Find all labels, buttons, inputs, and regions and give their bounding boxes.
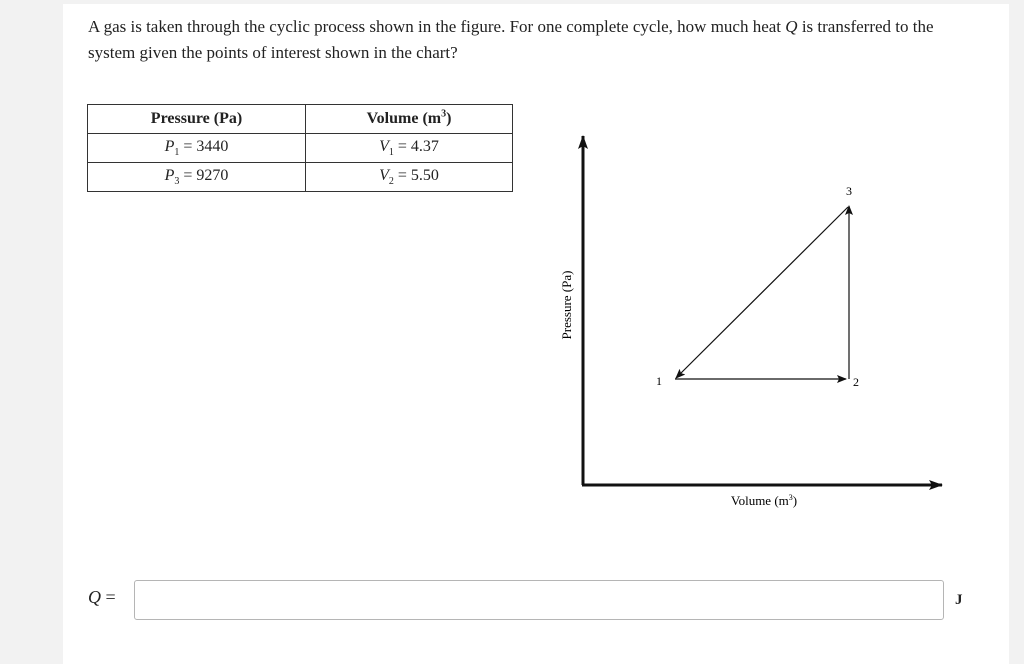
pv-diagram [540,120,960,520]
question-variable: Q [785,17,798,36]
table-row [88,163,513,192]
answer-input[interactable] [134,580,944,620]
point-label-1: 1 [656,374,662,388]
x-axis-label: Volume $(m^3)$ [730,493,798,508]
y-axis-label: Pressure (Pa) [559,270,574,340]
process-3-to-1 [676,207,848,378]
pressure-cell: $P_1 = 3440$ [88,134,306,163]
unit-label: J [955,592,963,608]
pressure-header: Pressure (Pa) [88,105,306,134]
question-text [88,14,968,66]
answer-label: Q = [88,587,116,607]
question-part-1: A gas is taken through the cyclic process shown in the figure. For one complete cycle, how much heat [88,17,786,36]
point-label-3: 3 [846,184,852,198]
table-header-row [88,105,513,134]
question-part-2: is transferred to the system given the points of interest shown in the chart? [88,17,934,62]
point-label-2: 2 [853,375,859,389]
volume-cell: $V_2 = 5.50$ [306,163,513,192]
volume-header: Volume $(m^3)$ [306,105,513,134]
table-row [88,134,513,163]
pressure-cell: $P_3 = 9270$ [88,163,306,192]
volume-cell: $V_1 = 4.37$ [306,134,513,163]
pressure-volume-table [87,104,513,192]
